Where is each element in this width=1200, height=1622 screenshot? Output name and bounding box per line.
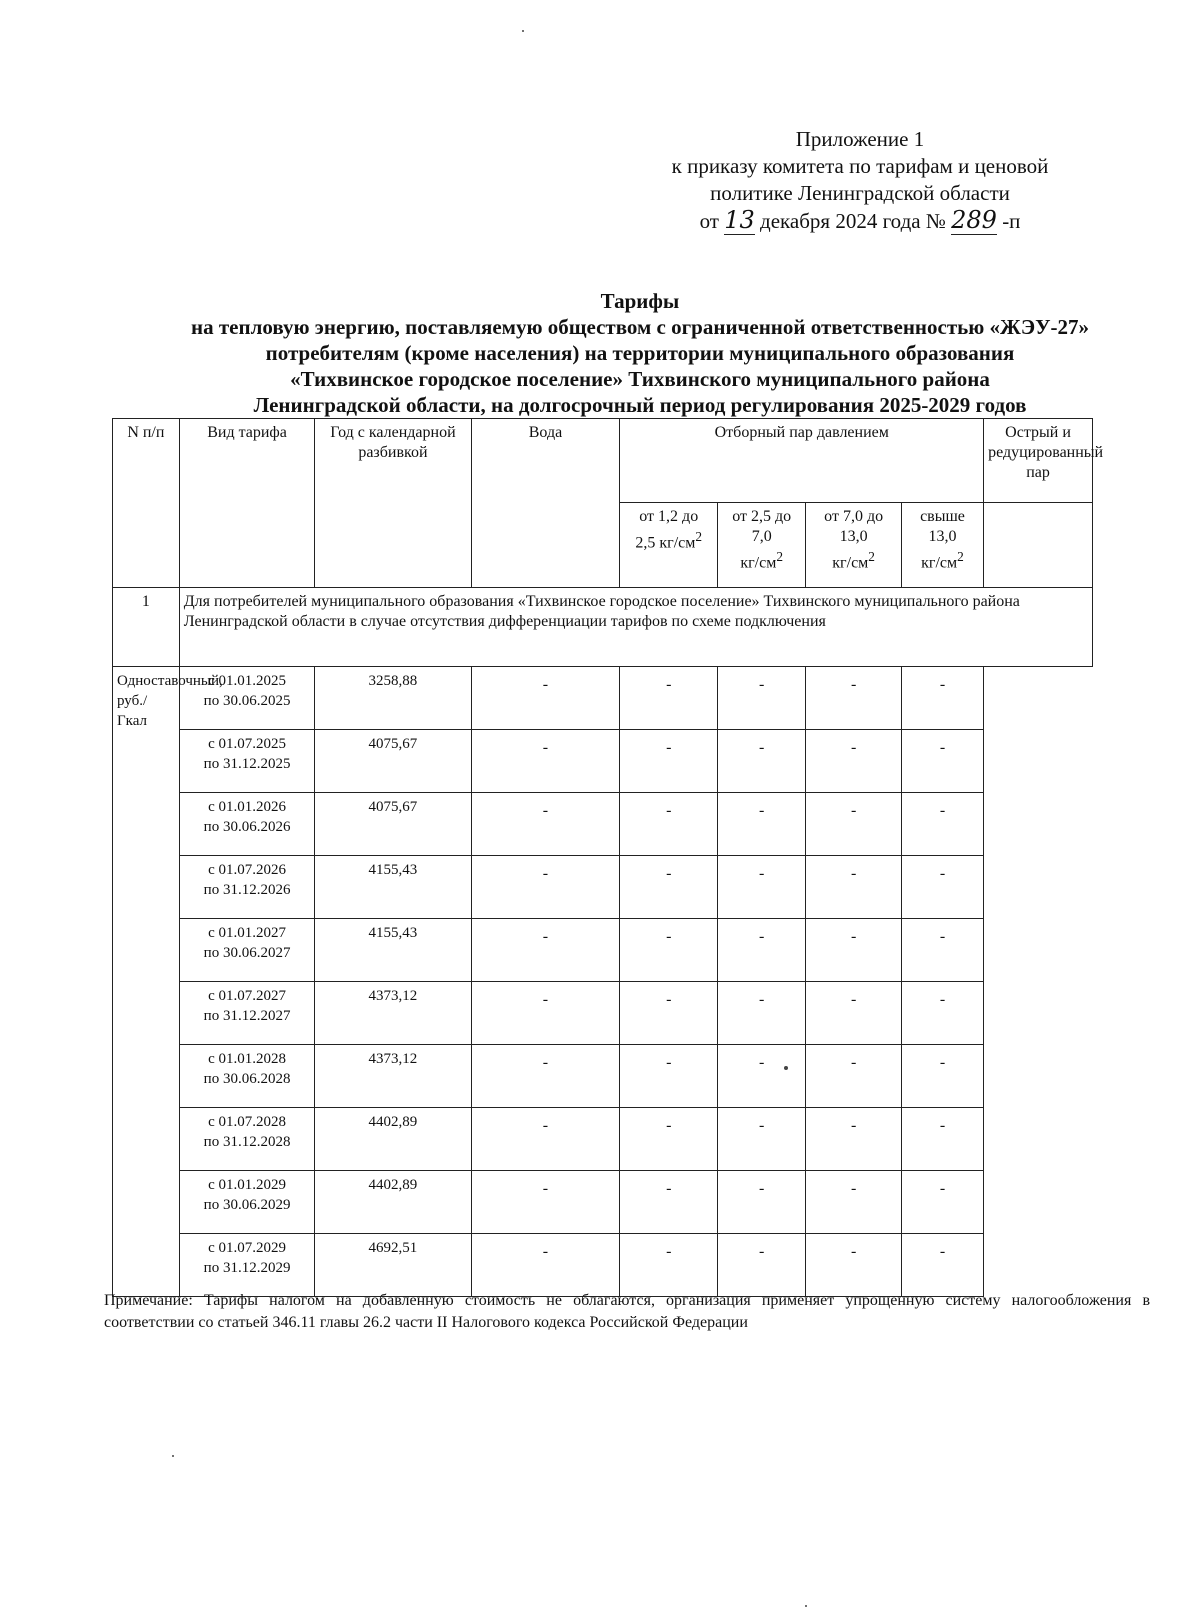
sub-header-unit: 2,5 кг/см — [635, 534, 696, 552]
period-cell — [179, 982, 315, 1045]
empty-tariff-cell: - — [620, 793, 718, 856]
period-cell — [179, 1045, 315, 1108]
empty-tariff-cell: - — [718, 667, 806, 730]
table-row — [113, 793, 1093, 856]
water-tariff-cell: 4155,43 — [315, 919, 471, 982]
tariff-table — [112, 418, 1104, 1297]
appendix-block — [560, 126, 1160, 235]
title-line-3: «Тихвинское городское поселение» Тихвинского муниципального района — [290, 367, 990, 391]
empty-tariff-cell: - — [806, 1045, 902, 1108]
empty-tariff-cell: - — [471, 856, 620, 919]
empty-tariff-cell: - — [471, 1171, 620, 1234]
period-from: с 01.07.2029 — [208, 1240, 287, 1256]
period-cell — [179, 793, 315, 856]
empty-tariff-cell: - — [806, 1171, 902, 1234]
group-description: Для потребителей муниципального образования «Тихвинское городское поселение» Тихвинского муниципального района Ленинградской области в случае отсутствия дифференциации тарифов по схеме подключения — [179, 588, 1092, 667]
tariff-kind-cell: Одноставочный, руб./Гкал — [113, 667, 180, 1297]
appendix-line-2: к приказу комитета по тарифам и ценовой — [671, 154, 1049, 178]
period-to: по 30.06.2027 — [203, 945, 291, 961]
header-sharp-empty — [984, 503, 1093, 588]
header-year: Год с календарной разбивкой — [315, 419, 471, 588]
period-cell — [179, 919, 315, 982]
empty-tariff-cell: - — [901, 667, 983, 730]
footnote: Примечание: Тарифы налогом на добавленную стоимость не облагаются, организация применяет упрощенную систему налогообложения в соответствии со статьей 346.11 главы 26.2 части II Налогового кодекса Российской Федерации — [104, 1292, 1150, 1331]
sub-header-text: 13,0 — [839, 528, 868, 545]
header-num: N п/п — [113, 419, 180, 588]
empty-tariff-cell: - — [718, 856, 806, 919]
period-from: с 01.01.2029 — [208, 1177, 287, 1193]
period-cell — [179, 1234, 315, 1297]
period-cell — [179, 856, 315, 919]
period-to: по 30.06.2029 — [203, 1197, 291, 1213]
empty-tariff-cell: - — [471, 667, 620, 730]
sub-header-text — [906, 547, 979, 573]
empty-tariff-cell: - — [620, 1171, 718, 1234]
period-from: с 01.01.2028 — [208, 1051, 287, 1067]
water-tariff-cell: 4373,12 — [315, 982, 471, 1045]
period-to: по 30.06.2028 — [203, 1071, 291, 1087]
table-row — [113, 856, 1093, 919]
unit-superscript: 2 — [868, 549, 875, 564]
empty-tariff-cell: - — [620, 1045, 718, 1108]
empty-tariff-cell: - — [620, 667, 718, 730]
empty-tariff-cell: - — [620, 730, 718, 793]
water-tariff-cell: 4075,67 — [315, 793, 471, 856]
sub-header-unit: кг/см — [832, 554, 869, 572]
empty-tariff-cell: - — [901, 730, 983, 793]
period-from: с 01.01.2025 — [208, 673, 287, 689]
empty-tariff-cell: - — [901, 856, 983, 919]
empty-tariff-cell: - — [471, 1045, 620, 1108]
empty-tariff-cell: - — [806, 1108, 902, 1171]
empty-tariff-cell: - — [620, 1108, 718, 1171]
unit-superscript: 2 — [695, 529, 703, 544]
header-water: Вода — [471, 419, 620, 588]
empty-tariff-cell: - — [471, 1234, 620, 1297]
empty-tariff-cell: - — [718, 1171, 806, 1234]
water-tariff-cell: 4075,67 — [315, 730, 471, 793]
period-to: по 30.06.2025 — [203, 693, 291, 709]
header-steam-1 — [620, 503, 718, 588]
sub-header-text — [624, 527, 713, 553]
appendix-number: 289 — [951, 206, 997, 234]
water-tariff-cell: 4402,89 — [315, 1171, 471, 1234]
period-from: с 01.01.2026 — [208, 799, 287, 815]
title-line-4: Ленинградской области, на долгосрочный период регулирования 2025-2029 годов — [253, 393, 1027, 417]
sub-header-unit: кг/см — [740, 554, 777, 572]
unit-superscript: 2 — [776, 549, 784, 564]
period-to: по 31.12.2025 — [203, 756, 291, 772]
empty-tariff-cell: - — [806, 730, 902, 793]
period-to: по 31.12.2028 — [203, 1134, 291, 1150]
water-tariff-cell: 4373,12 — [315, 1045, 471, 1108]
table-row — [113, 667, 1093, 730]
empty-tariff-cell: - — [620, 982, 718, 1045]
period-from: с 01.01.2027 — [208, 925, 287, 941]
empty-tariff-cell: - — [901, 1171, 983, 1234]
sub-header-text: от 7,0 до — [824, 508, 884, 525]
water-tariff-cell: 4155,43 — [315, 856, 471, 919]
period-cell — [179, 730, 315, 793]
table-row — [113, 1108, 1093, 1171]
sub-header-text: от 1,2 до — [639, 508, 699, 525]
period-to: по 30.06.2026 — [203, 819, 291, 835]
period-cell — [179, 1108, 315, 1171]
empty-tariff-cell: - — [806, 1234, 902, 1297]
scan-speck — [805, 1605, 807, 1607]
scan-speck — [522, 30, 524, 32]
title-line-2: потребителям (кроме населения) на территории муниципального образования — [265, 341, 1015, 365]
title-line-1: на тепловую энергию, поставляемую обществом с ограниченной ответственностью «ЖЭУ-27» — [191, 315, 1089, 339]
empty-tariff-cell: - — [471, 982, 620, 1045]
empty-tariff-cell: - — [471, 793, 620, 856]
table-row — [113, 982, 1093, 1045]
period-from: с 01.07.2027 — [208, 988, 287, 1004]
empty-tariff-cell: - — [901, 919, 983, 982]
header-steam-3 — [806, 503, 902, 588]
appendix-line-1: Приложение 1 — [795, 127, 925, 151]
period-from: с 01.07.2028 — [208, 1114, 287, 1130]
header-sharp: Острый и редуцированный пар — [984, 419, 1093, 503]
empty-tariff-cell: - — [718, 793, 806, 856]
appendix-date-suffix: -п — [1002, 209, 1021, 233]
empty-tariff-cell: - — [901, 982, 983, 1045]
empty-tariff-cell: - — [901, 1234, 983, 1297]
empty-tariff-cell: - — [718, 919, 806, 982]
empty-tariff-cell: - — [806, 856, 902, 919]
period-from: с 01.07.2026 — [208, 862, 287, 878]
document-title — [100, 288, 1180, 418]
header-kind: Вид тарифа — [179, 419, 315, 588]
period-cell — [179, 1171, 315, 1234]
empty-tariff-cell: - — [471, 919, 620, 982]
period-to: по 31.12.2029 — [203, 1260, 291, 1276]
sub-header-text — [722, 547, 801, 573]
empty-tariff-cell: - — [718, 1045, 806, 1108]
header-steam: Отборный пар давлением — [620, 419, 984, 503]
sub-header-text: 7,0 — [751, 528, 772, 545]
empty-tariff-cell: - — [901, 1108, 983, 1171]
empty-tariff-cell: - — [718, 1108, 806, 1171]
title-heading: Тарифы — [600, 289, 680, 313]
sub-header-unit: кг/см — [921, 554, 958, 572]
table-row — [113, 1171, 1093, 1234]
empty-tariff-cell: - — [620, 1234, 718, 1297]
empty-tariff-cell: - — [901, 793, 983, 856]
water-tariff-cell: 3258,88 — [315, 667, 471, 730]
appendix-day: 13 — [724, 206, 755, 234]
sub-header-text: от 2,5 до — [732, 508, 792, 525]
group-num: 1 — [113, 588, 180, 667]
period-to: по 31.12.2027 — [203, 1008, 291, 1024]
empty-tariff-cell: - — [806, 667, 902, 730]
period-to: по 31.12.2026 — [203, 882, 291, 898]
table-row — [113, 1045, 1093, 1108]
empty-tariff-cell: - — [806, 793, 902, 856]
empty-tariff-cell: - — [806, 919, 902, 982]
appendix-line-3: политике Ленинградской области — [710, 181, 1010, 205]
empty-tariff-cell: - — [718, 1234, 806, 1297]
sub-header-text: свыше — [920, 508, 965, 525]
table-row — [113, 1234, 1093, 1297]
appendix-date-line — [560, 207, 1160, 235]
water-tariff-cell: 4402,89 — [315, 1108, 471, 1171]
empty-tariff-cell: - — [620, 919, 718, 982]
header-steam-2 — [718, 503, 806, 588]
sub-header-text: 13,0 — [928, 528, 957, 545]
appendix-date-middle: декабря 2024 года № — [760, 209, 946, 233]
sub-header-text — [810, 547, 897, 573]
empty-tariff-cell: - — [901, 1045, 983, 1108]
empty-tariff-cell: - — [471, 730, 620, 793]
empty-tariff-cell: - — [718, 982, 806, 1045]
period-from: с 01.07.2025 — [208, 736, 287, 752]
table-row — [113, 730, 1093, 793]
table-row — [113, 919, 1093, 982]
unit-superscript: 2 — [957, 549, 964, 564]
appendix-date-prefix: от — [699, 209, 719, 233]
empty-tariff-cell: - — [806, 982, 902, 1045]
scan-speck — [172, 1455, 174, 1457]
header-steam-4 — [901, 503, 983, 588]
water-tariff-cell: 4692,51 — [315, 1234, 471, 1297]
empty-tariff-cell: - — [471, 1108, 620, 1171]
empty-tariff-cell: - — [620, 856, 718, 919]
empty-tariff-cell: - — [718, 730, 806, 793]
